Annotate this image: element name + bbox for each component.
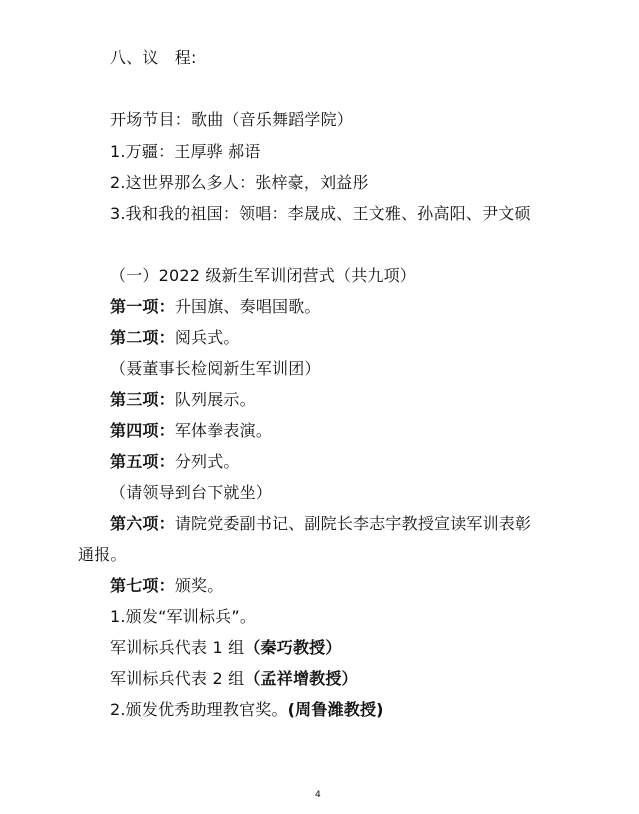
- award-line: [110, 638, 342, 658]
- award-text: 军训标兵代表 2 组: [110, 669, 245, 688]
- ceremony-title: （一）2022 级新生军训闭营式（共九项）: [110, 266, 417, 285]
- step-label: 第六项：: [110, 514, 175, 533]
- step-line: [110, 390, 256, 410]
- award-presenter: (周鲁潍教授): [287, 700, 384, 719]
- step-text: 分列式。: [174, 452, 240, 471]
- opening-item: 2.这世界那么多人：张梓豪，刘益彤: [110, 173, 369, 192]
- step-line: [110, 328, 240, 348]
- step-text: 请院党委副书记、副院长李志宇教授宣读军训表彰: [174, 514, 532, 533]
- opening-item: 1.万疆：王厚骅 郝语: [110, 142, 261, 161]
- step-text: 升国旗、奏唱国歌。: [174, 297, 321, 316]
- step-text: 军体拳表演。: [174, 421, 273, 440]
- award-presenter: （秦巧教授）: [244, 638, 342, 657]
- opening-program-title: 开场节目：歌曲（音乐舞蹈学院）: [110, 110, 354, 129]
- step-note: （聂董事长检阅新生军训团）: [110, 359, 321, 378]
- step-line: [110, 297, 321, 317]
- step-label: 第七项：: [110, 576, 175, 595]
- step-label: 第四项：: [110, 421, 175, 440]
- step-text: 阅兵式。: [174, 328, 240, 347]
- step-line: [110, 576, 223, 596]
- step-label: 第二项：: [110, 328, 175, 347]
- award-presenter: （孟祥增教授）: [244, 669, 358, 688]
- step-line: [110, 452, 240, 472]
- step-label: 第三项：: [110, 390, 175, 409]
- page-number: 4: [315, 790, 321, 800]
- step-text: 队列展示。: [174, 390, 256, 409]
- award-text: 2.颁发优秀助理教官奖。: [110, 700, 288, 719]
- step-line: [110, 514, 531, 534]
- step-text: 颁奖。: [174, 576, 224, 595]
- award-line: [110, 700, 384, 720]
- award-line: 1.颁发“军训标兵”。: [110, 607, 257, 626]
- award-line: [110, 669, 358, 689]
- opening-item: 3.我和我的祖国：领唱：李晟成、王文雅、孙高阳、尹文硕: [110, 204, 531, 223]
- step-label: 第一项：: [110, 297, 175, 316]
- award-text: 军训标兵代表 1 组: [110, 638, 245, 657]
- section-heading: 八、议 程:: [110, 48, 197, 67]
- step-note: （请领导到台下就坐）: [110, 483, 273, 502]
- step-label: 第五项：: [110, 452, 175, 471]
- step-line: [110, 421, 272, 441]
- step-continuation: 通报。: [78, 545, 127, 564]
